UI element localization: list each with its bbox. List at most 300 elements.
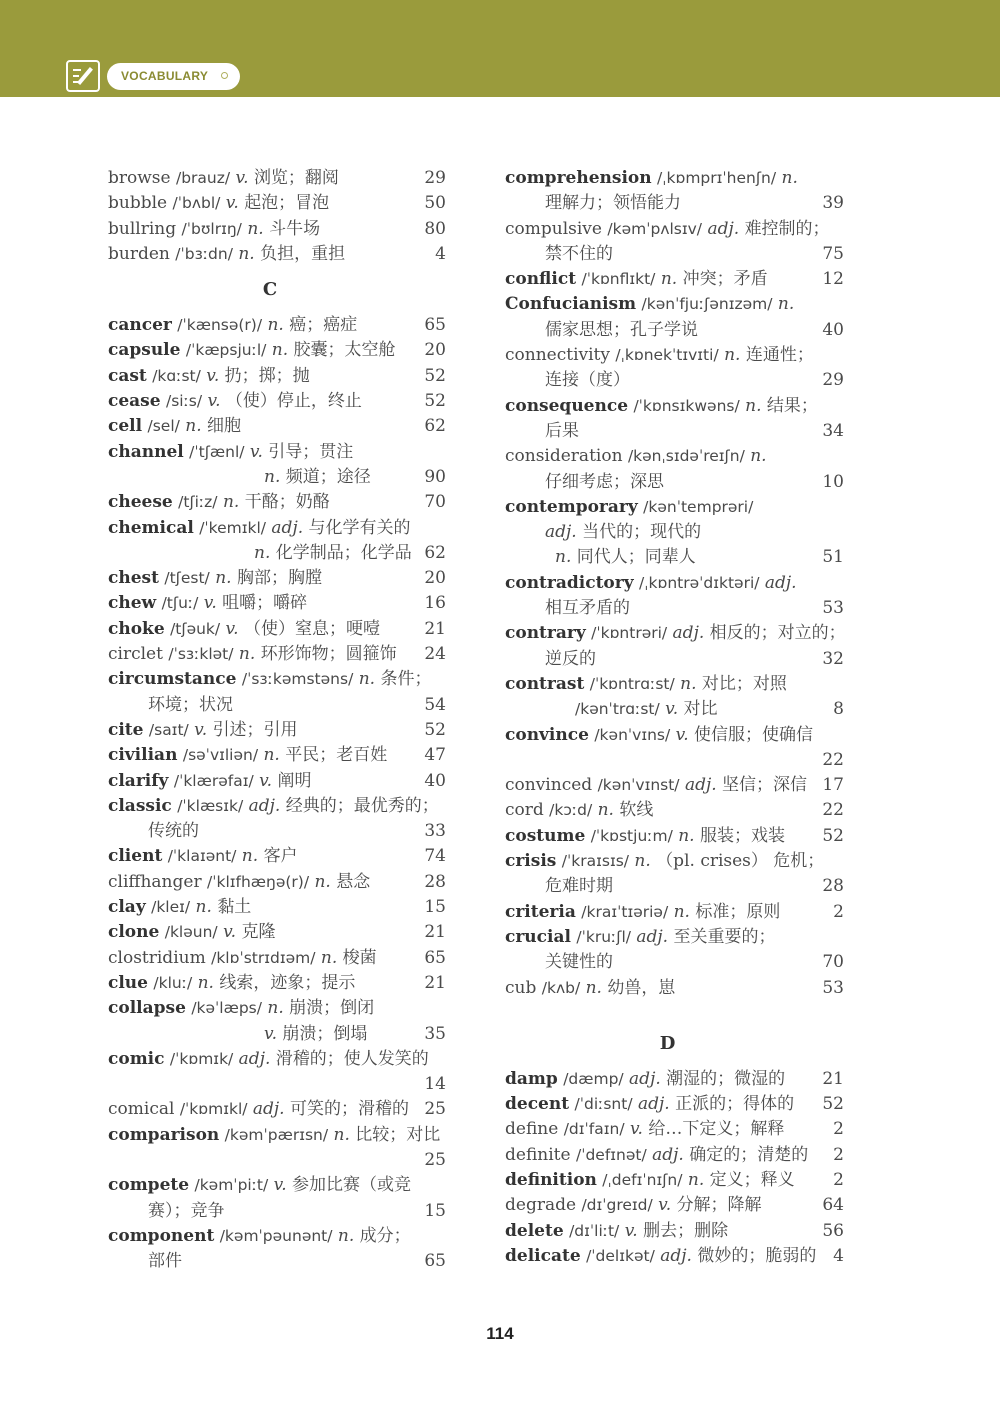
part-of-speech: n. <box>673 901 690 922</box>
headword: circumstance <box>108 669 237 690</box>
headword: consequence <box>505 395 629 416</box>
glossary-entry <box>505 394 844 419</box>
part-of-speech: n. <box>267 998 284 1019</box>
glossary-entry-continuation <box>108 693 446 718</box>
headword: browse <box>108 168 171 188</box>
part-of-speech: adj. <box>252 1099 285 1120</box>
glossary-entry <box>505 1143 844 1168</box>
definition: 干酪；奶酪 <box>244 492 330 513</box>
headword: criteria <box>505 901 576 922</box>
phonetic: /brauz/ <box>176 169 231 187</box>
part-of-speech: n. <box>314 871 331 892</box>
definition: 幼兽，崽 <box>607 977 676 998</box>
phonetic: /kəmˈpʌlsɪv/ <box>607 219 703 238</box>
part-of-speech: v. <box>203 593 217 614</box>
part-of-speech: adj. <box>271 517 304 538</box>
glossary-entry <box>505 1117 844 1142</box>
headword: clone <box>108 922 160 943</box>
glossary-entry <box>108 490 446 515</box>
headword: contradictory <box>505 572 634 593</box>
headword: component <box>108 1225 215 1246</box>
part-of-speech: adj. <box>238 1048 271 1069</box>
definition: 分解；降解 <box>676 1195 762 1216</box>
glossary-entry <box>108 1047 446 1072</box>
definition: 危难时期 <box>545 876 613 897</box>
definition: 部件 <box>148 1251 182 1272</box>
phonetic: /kənˈtemprəri/ <box>643 497 754 516</box>
headword: burden <box>108 243 170 264</box>
glossary-entry <box>108 769 446 794</box>
page-ref: 28 <box>424 871 446 892</box>
phonetic: /kənˈfjuːʃənɪzəm/ <box>641 295 773 314</box>
part-of-speech: v. <box>249 441 263 462</box>
phonetic: /ˈkɒnsɪkwəns/ <box>633 396 740 415</box>
phonetic: /ˌkɒnekˈtɪvɪti/ <box>615 346 719 365</box>
definition: 使信服；使确信 <box>694 724 814 745</box>
headword: definition <box>505 1169 597 1190</box>
part-of-speech: n. <box>222 492 240 513</box>
glossary-entry-continuation <box>505 647 844 672</box>
definition: 当代的；现代的 <box>582 522 702 543</box>
headword: crucial <box>505 926 571 947</box>
page-ref: 90 <box>424 466 446 487</box>
definition: 崩溃；倒闭 <box>289 998 375 1019</box>
phonetic: /ˈdiːsnt/ <box>574 1095 633 1114</box>
definition: 环形饰物；圆箍饰 <box>260 644 397 665</box>
phonetic: /ˌdefɪˈnɪʃn/ <box>602 1170 683 1189</box>
page-ref: 52 <box>424 719 446 740</box>
page-ref: 8 <box>833 699 844 720</box>
definition: 服装；戏装 <box>699 825 785 846</box>
page-ref: 35 <box>424 1023 446 1044</box>
definition: （使）窒息；哽噎 <box>243 618 380 639</box>
definition: 标准；原则 <box>695 901 781 922</box>
part-of-speech: n. <box>687 1169 705 1190</box>
part-of-speech: adj. <box>629 1068 661 1089</box>
page-ref: 80 <box>424 218 446 239</box>
part-of-speech: adj. <box>636 926 669 947</box>
phonetic: /ˈklɪfhæŋə(r)/ <box>206 872 310 891</box>
glossary-entry <box>505 571 844 596</box>
page-ref: 21 <box>822 1068 844 1089</box>
phonetic: /kleɪ/ <box>151 898 191 917</box>
headword: cub <box>505 977 537 998</box>
headword: consideration <box>505 446 623 467</box>
glossary-entry <box>108 920 446 945</box>
glossary-entry <box>108 971 446 996</box>
headword: definite <box>505 1144 571 1165</box>
section-letter: D <box>659 1032 676 1054</box>
headword: delete <box>505 1220 564 1241</box>
page-ref: 2 <box>833 1119 844 1140</box>
page-ref: 21 <box>424 618 446 639</box>
glossary-entry <box>108 389 446 414</box>
glossary-entry <box>505 217 844 242</box>
page-ref: 62 <box>424 542 446 563</box>
phonetic: /kəmˈpærɪsn/ <box>224 1125 329 1144</box>
glossary-entry <box>108 516 446 541</box>
headword: conflict <box>505 269 577 290</box>
definition: 给…下定义；解释 <box>648 1119 785 1140</box>
phonetic: /dɪˈgreɪd/ <box>581 1196 653 1215</box>
glossary-entry-continuation <box>108 1249 446 1274</box>
definition: 坚信；深信 <box>722 775 808 796</box>
glossary-entry <box>505 444 844 469</box>
glossary-entry <box>108 946 446 971</box>
page-ref: 29 <box>822 370 844 391</box>
glossary-entry <box>505 343 844 368</box>
definition: 关键性的 <box>545 952 613 973</box>
glossary-entry <box>505 723 844 748</box>
part-of-speech: n. <box>267 315 284 336</box>
definition: 负担，重担 <box>260 243 346 264</box>
definition: 线索，迹象；提示 <box>219 972 356 993</box>
definition: 逆反的 <box>545 648 596 669</box>
glossary-entry <box>505 267 844 292</box>
part-of-speech: adj. <box>707 218 740 239</box>
glossary-entry <box>505 1219 844 1244</box>
page-ref: 24 <box>424 644 446 665</box>
definition: 比较；对比 <box>355 1124 441 1145</box>
glossary-entry <box>108 1173 446 1198</box>
page-ref: 20 <box>424 340 446 361</box>
glossary-entry-continuation <box>505 318 844 343</box>
part-of-speech: n. <box>333 1124 350 1145</box>
phonetic: /kənˈtrɑːst/ <box>575 700 660 719</box>
headword: convince <box>505 724 589 745</box>
headword: damp <box>505 1068 558 1089</box>
page-ref: 14 <box>424 1074 446 1095</box>
page-ref: 52 <box>822 1094 844 1115</box>
glossary-entry <box>505 849 844 874</box>
glossary-entry-continuation <box>108 1199 446 1224</box>
part-of-speech: n. <box>320 947 338 968</box>
part-of-speech: n. <box>585 977 602 998</box>
glossary-entry <box>108 667 446 692</box>
part-of-speech: adj. <box>764 572 797 593</box>
definition: 引述；引用 <box>212 719 298 740</box>
definition: 相反的；对立的； <box>709 623 846 644</box>
headword: chew <box>108 593 157 614</box>
phonetic: /dɪˈfaɪn/ <box>563 1120 625 1139</box>
glossary-entry <box>505 166 844 191</box>
page-ref: 52 <box>822 825 844 846</box>
phonetic: /dɪˈliːt/ <box>569 1221 620 1240</box>
glossary-entry <box>108 996 446 1021</box>
glossary-entry <box>108 844 446 869</box>
page-ref: 39 <box>822 193 844 214</box>
page-ref: 33 <box>424 821 446 842</box>
part-of-speech: n. <box>358 669 376 690</box>
definition: 胸部；胸膛 <box>236 568 322 589</box>
headword: cheese <box>108 492 173 513</box>
headword: comical <box>108 1099 175 1120</box>
page-ref: 65 <box>424 1251 446 1272</box>
part-of-speech: n. <box>197 972 214 993</box>
section-label: VOCABULARY <box>121 69 209 83</box>
part-of-speech: n. <box>337 1225 355 1246</box>
page-ref: 17 <box>822 775 844 796</box>
definition: （使）停止，终止 <box>225 391 362 412</box>
headword: contrast <box>505 673 585 694</box>
part-of-speech: v. <box>675 724 689 745</box>
definition: 斗牛场 <box>269 218 321 239</box>
phonetic: /kɔːd/ <box>549 801 593 820</box>
phonetic: /tʃuː/ <box>161 594 199 613</box>
headword: comparison <box>108 1124 220 1145</box>
part-of-speech: n. <box>264 466 281 487</box>
page-ref: 25 <box>424 1099 446 1120</box>
phonetic: /ˈkɒntrɑːst/ <box>589 674 675 693</box>
page-ref: 15 <box>424 1200 446 1221</box>
headword: bubble <box>108 193 168 214</box>
glossary-entry <box>108 1097 446 1122</box>
phonetic: /sel/ <box>147 417 180 436</box>
headword: cease <box>108 391 161 412</box>
part-of-speech: v. <box>235 168 249 188</box>
phonetic: /ˌkɒmprɪˈhenʃn/ <box>657 169 777 187</box>
page-ref: 52 <box>424 365 446 386</box>
glossary-entry-continuation <box>505 470 844 495</box>
page-ref: 53 <box>822 598 844 619</box>
audio-icon <box>221 72 228 79</box>
page-ref: 4 <box>435 243 446 264</box>
headword: connectivity <box>505 345 610 366</box>
part-of-speech: n. <box>724 345 741 366</box>
part-of-speech: adj. <box>672 623 705 644</box>
definition: 至关重要的； <box>673 926 776 947</box>
phonetic: /ˈbʊlrɪŋ/ <box>181 219 242 238</box>
definition: 后果 <box>545 420 579 441</box>
part-of-speech: n. <box>660 269 678 290</box>
section-label-pill <box>107 63 240 90</box>
phonetic: /dæmp/ <box>563 1069 624 1088</box>
phonetic: /siːs/ <box>165 392 203 411</box>
definition: 平民；老百姓 <box>285 745 388 766</box>
part-of-speech: n. <box>271 340 289 361</box>
glossary-entry <box>108 566 446 591</box>
definition: 阐明 <box>277 770 312 791</box>
part-of-speech: v. <box>658 1195 672 1216</box>
glossary-entry <box>505 798 844 823</box>
definition: 理解力；领悟能力 <box>545 193 681 214</box>
page-number: 114 <box>486 1324 514 1343</box>
page-ref: 70 <box>822 952 844 973</box>
phonetic: /ˈkɒmɪkl/ <box>179 1100 248 1119</box>
definition: 确定的；清楚的 <box>689 1144 809 1165</box>
part-of-speech: n. <box>745 395 762 416</box>
part-of-speech: n. <box>195 897 212 918</box>
headword: cell <box>108 416 143 437</box>
headword: clue <box>108 972 148 993</box>
page-ref: 28 <box>822 876 844 897</box>
phonetic: /ˈbʌbl/ <box>172 194 221 213</box>
glossary-entry <box>108 313 446 338</box>
header-bar <box>0 0 1000 97</box>
phonetic: /ˈkemɪkl/ <box>199 518 267 537</box>
headword: cancer <box>108 315 172 336</box>
page-ref: 62 <box>424 416 446 437</box>
phonetic: /kəmˈpiːt/ <box>194 1176 269 1195</box>
part-of-speech: adj. <box>684 775 717 796</box>
part-of-speech: n. <box>678 825 695 846</box>
glossary-entry <box>108 591 446 616</box>
page-ref: 20 <box>424 568 446 589</box>
headword: decent <box>505 1094 570 1115</box>
glossary-entry <box>108 794 446 819</box>
headword: define <box>505 1119 559 1140</box>
definition: 条件； <box>380 669 432 690</box>
glossary-entry-continuation <box>108 465 446 490</box>
glossary-entry <box>108 166 446 191</box>
page-ref: 4 <box>833 1245 844 1266</box>
glossary-entry <box>108 414 446 439</box>
headword: chemical <box>108 517 194 538</box>
phonetic: /kɑːst/ <box>152 366 201 385</box>
definition: 浏览；翻阅 <box>253 168 339 188</box>
page-ref: 10 <box>822 471 844 492</box>
part-of-speech: v. <box>259 770 273 791</box>
glossary-entry <box>505 900 844 925</box>
glossary-entry <box>505 621 844 646</box>
glossary-entry <box>108 617 446 642</box>
headword: capsule <box>108 340 181 361</box>
headword: costume <box>505 825 586 846</box>
glossary-entry <box>505 1092 844 1117</box>
definition: 成分； <box>359 1225 411 1246</box>
glossary-entry <box>108 364 446 389</box>
part-of-speech: n. <box>241 846 259 867</box>
part-of-speech: adj. <box>637 1094 670 1115</box>
page-ref: 51 <box>822 547 844 568</box>
headword: circlet <box>108 644 163 665</box>
headword: clarify <box>108 770 169 791</box>
phonetic: /ˈkruːʃl/ <box>576 927 631 946</box>
glossary-entry <box>108 1224 446 1249</box>
page-ref: 56 <box>822 1220 844 1241</box>
glossary-entry <box>505 1067 844 1092</box>
glossary-entry <box>505 1168 844 1193</box>
glossary-entry <box>505 925 844 950</box>
headword: comprehension <box>505 168 652 188</box>
headword: degrade <box>505 1195 577 1216</box>
phonetic: /ˈdelɪkət/ <box>586 1246 655 1265</box>
definition: 经典的；最优秀的； <box>285 795 439 816</box>
part-of-speech: n. <box>247 218 264 239</box>
headword: client <box>108 846 163 867</box>
page-ref: 29 <box>424 168 446 188</box>
definition: （pl. crises） 危机； <box>656 851 825 872</box>
part-of-speech: n. <box>555 547 572 568</box>
glossary-entry <box>108 1123 446 1148</box>
glossary-entry-continuation <box>108 541 446 566</box>
definition: 频道；途径 <box>285 466 371 487</box>
definition: 起泡；冒泡 <box>244 193 330 214</box>
part-of-speech: v. <box>225 193 239 214</box>
definition: 滑稽的；使人发笑的 <box>275 1048 429 1069</box>
page-ref: 65 <box>424 315 446 336</box>
headword: compete <box>108 1175 190 1196</box>
definition: 对比；对照 <box>701 673 787 694</box>
definition: 崩溃；倒塌 <box>282 1023 368 1044</box>
part-of-speech: n. <box>750 446 767 467</box>
headword: choke <box>108 618 165 639</box>
page-ref: 21 <box>424 922 446 943</box>
headword: delicate <box>505 1245 581 1266</box>
definition: 咀嚼；嚼碎 <box>222 593 308 614</box>
page-ref: 22 <box>822 749 844 770</box>
definition: 环境；状况 <box>148 694 233 715</box>
headword: cliffhanger <box>108 871 202 892</box>
definition: 对比 <box>683 699 718 720</box>
section-letter: C <box>262 279 278 301</box>
page-ref: 70 <box>424 492 446 513</box>
page-ref: 16 <box>424 593 446 614</box>
glossary-entry-continuation <box>505 368 844 393</box>
phonetic: /tʃest/ <box>164 569 210 588</box>
part-of-speech: v. <box>206 365 220 386</box>
definition: 儒家思想；孔子学说 <box>545 319 698 340</box>
definition: 胶囊；太空舱 <box>293 340 396 361</box>
glossary-entry <box>108 642 446 667</box>
glossary-entry-continuation <box>505 874 844 899</box>
part-of-speech: n. <box>634 851 651 872</box>
headword: cast <box>108 365 147 386</box>
glossary-entry-continuation <box>505 950 844 975</box>
glossary-entry <box>108 718 446 743</box>
phonetic: /kraɪˈtɪəriə/ <box>581 902 669 921</box>
definition: 与化学有关的 <box>308 517 411 538</box>
phonetic: /tʃiːz/ <box>178 493 218 512</box>
headword: convinced <box>505 775 593 796</box>
glossary-entry <box>108 217 446 242</box>
page-ref: 65 <box>424 947 446 968</box>
definition: 软线 <box>619 800 654 821</box>
page-ref: 2 <box>833 901 844 922</box>
headword: compulsive <box>505 218 602 239</box>
glossary-entry <box>108 440 446 465</box>
definition: 连通性； <box>745 345 814 366</box>
page-ref: 54 <box>424 694 446 715</box>
definition: 客户 <box>263 846 298 867</box>
page-ref: 64 <box>822 1195 844 1216</box>
page-ref: 2 <box>833 1144 844 1165</box>
phonetic: /kənˌsɪdəˈreɪʃn/ <box>627 447 745 466</box>
part-of-speech: n. <box>680 673 697 694</box>
headword: contemporary <box>505 496 638 517</box>
glossary-entry <box>108 870 446 895</box>
part-of-speech: adj. <box>248 795 281 816</box>
headword: clay <box>108 897 146 918</box>
notebook-pencil-icon <box>66 60 100 92</box>
definition: 悬念 <box>336 871 371 892</box>
definition: 参加比赛（或竞 <box>292 1175 412 1196</box>
part-of-speech: n. <box>777 294 795 315</box>
definition: 禁不住的 <box>545 243 613 264</box>
phonetic: /ˈbɜːdn/ <box>175 244 233 263</box>
definition: 定义；释义 <box>709 1169 795 1190</box>
phonetic: /ˈkɒstjuːm/ <box>590 826 673 845</box>
phonetic: /kənˈvɪnst/ <box>597 776 680 795</box>
glossary-entry-continuation <box>108 1022 446 1047</box>
part-of-speech: n. <box>254 542 271 563</box>
phonetic: /kənˈvɪns/ <box>594 725 671 744</box>
part-of-speech: n. <box>185 416 202 437</box>
definition: 克隆 <box>241 922 276 943</box>
phonetic: /tʃəuk/ <box>170 619 221 638</box>
page-ref: 40 <box>424 770 446 791</box>
phonetic: /saɪt/ <box>148 720 189 739</box>
